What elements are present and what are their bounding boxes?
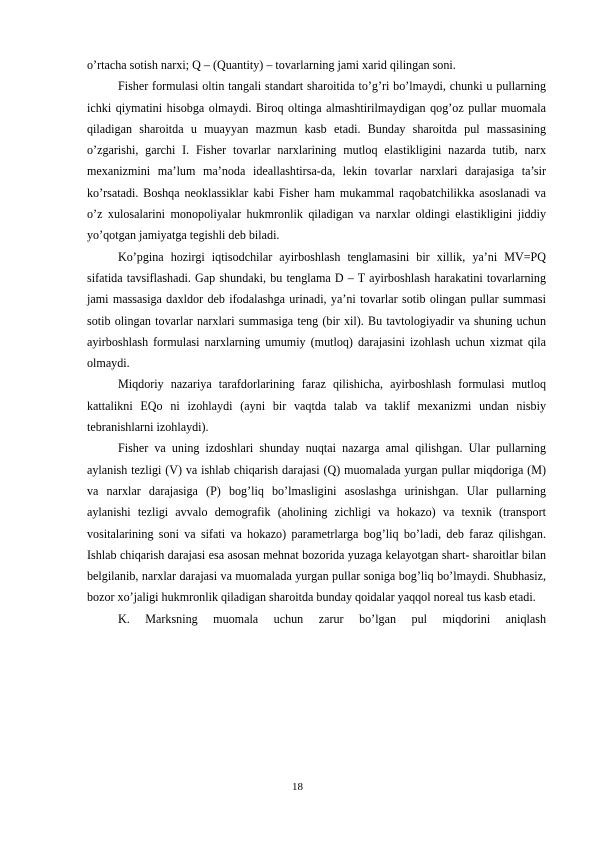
page-number: 18 <box>292 781 303 793</box>
paragraph-exchange-equation: Ko’pgina hozirgi iqtisodchilar ayirboshlash tenglamasini bir xillik, ya’ni MV=PQ sifatida tavsiflashadi. Gap shundaki, bu tenglama D – T ayirboshlash harakatini tovarlarning jami massasiga daxldor deb ifodalashga urinadi, ya’ni tovarlar sotib olingan pullar summasi sotib olingan tovarlar narxlari summasiga teng (bir xil). Bu tavtologiyadir va shuning uchun ayirboshlash formulasi narxlarning umumiy (mutloq) darajasini izohlash uchun xizmat qila olmaydi. <box>87 249 546 371</box>
body-text <box>87 55 546 630</box>
paragraph-fisher-formula: Fisher formulasi oltin tangali standart sharoitida to’g’ri bo’lmaydi, chunki u pullarning ichki qiymatini hisobga olmaydi. Biroq oltinga almashtirilmaydigan qog’oz pullar muomala qiladigan sharoitda u muayyan mazmun kasb etadi. Bunday sharoitda pul massasining o’zgarishi, garchi I. Fisher tovarlar narxlarining mutloq elastikligini nazarda tutib, narx mexanizmini ma’lum ma’noda ideallashtirsa-da, lekin tovarlar narxlari darajasiga ta’sir ko’rsatadi. Boshqa neoklassiklar kabi Fisher ham mukammal raqobatchilikka asoslanadi va o’z xulosalarini monopoliyalar hukmronlik qiladigan va narxlar oldingi elastikligini jiddiy yo’qotgan jamiyatga tegishli deb biladi. <box>87 79 546 243</box>
paragraph-continuation: o’rtacha sotish narxi; Q – (Quantity) – tovarlarning jami xarid qilingan soni. <box>87 58 456 72</box>
paragraph-marx: K. Marksning muomala uchun zarur bo’lgan pul miqdorini aniqlash <box>118 611 546 626</box>
paragraph-quantity-theory: Miqdoriy nazariya tarafdorlarining faraz qilishicha, ayirboshlash formulasi mutloq kattalikni EQo ni izohlaydi (ayni bir vaqtda talab va taklif mexanizmi undan nisbiy tebranishlarni izohlaydi). <box>87 377 546 435</box>
paragraph-fisher-followers: Fisher va uning izdoshlari shunday nuqtai nazarga amal qilishgan. Ular pullarning aylanish tezligi (V) va ishlab chiqarish darajasi (Q) muomalada yurgan pullar miqdoriga (M) va narxlar darajasiga (P) bog’liq bo’lmasligini asoslashga urinishgan. Ular pullarning aylanishi tezligi avvalo demografik (aholining zichligi va hokazo) va texnik (transport vositalarining soni va sifati va hokazo) parametrlarga bog’liq bo’ladi, deb faraz qilishgan. Ishlab chiqarish darajasi esa asosan mehnat bozorida yuzaga kelayotgan shart- sharoitlar bilan belgilanib, narxlar darajasi va muomalada yurgan pullar soniga bog’liq bo’lmaydi. Shubhasiz, bozor xo’jaligi hukmronlik qiladigan sharoitda bunday qoidalar yaqqol noreal tus kasb etadi. <box>87 441 546 605</box>
